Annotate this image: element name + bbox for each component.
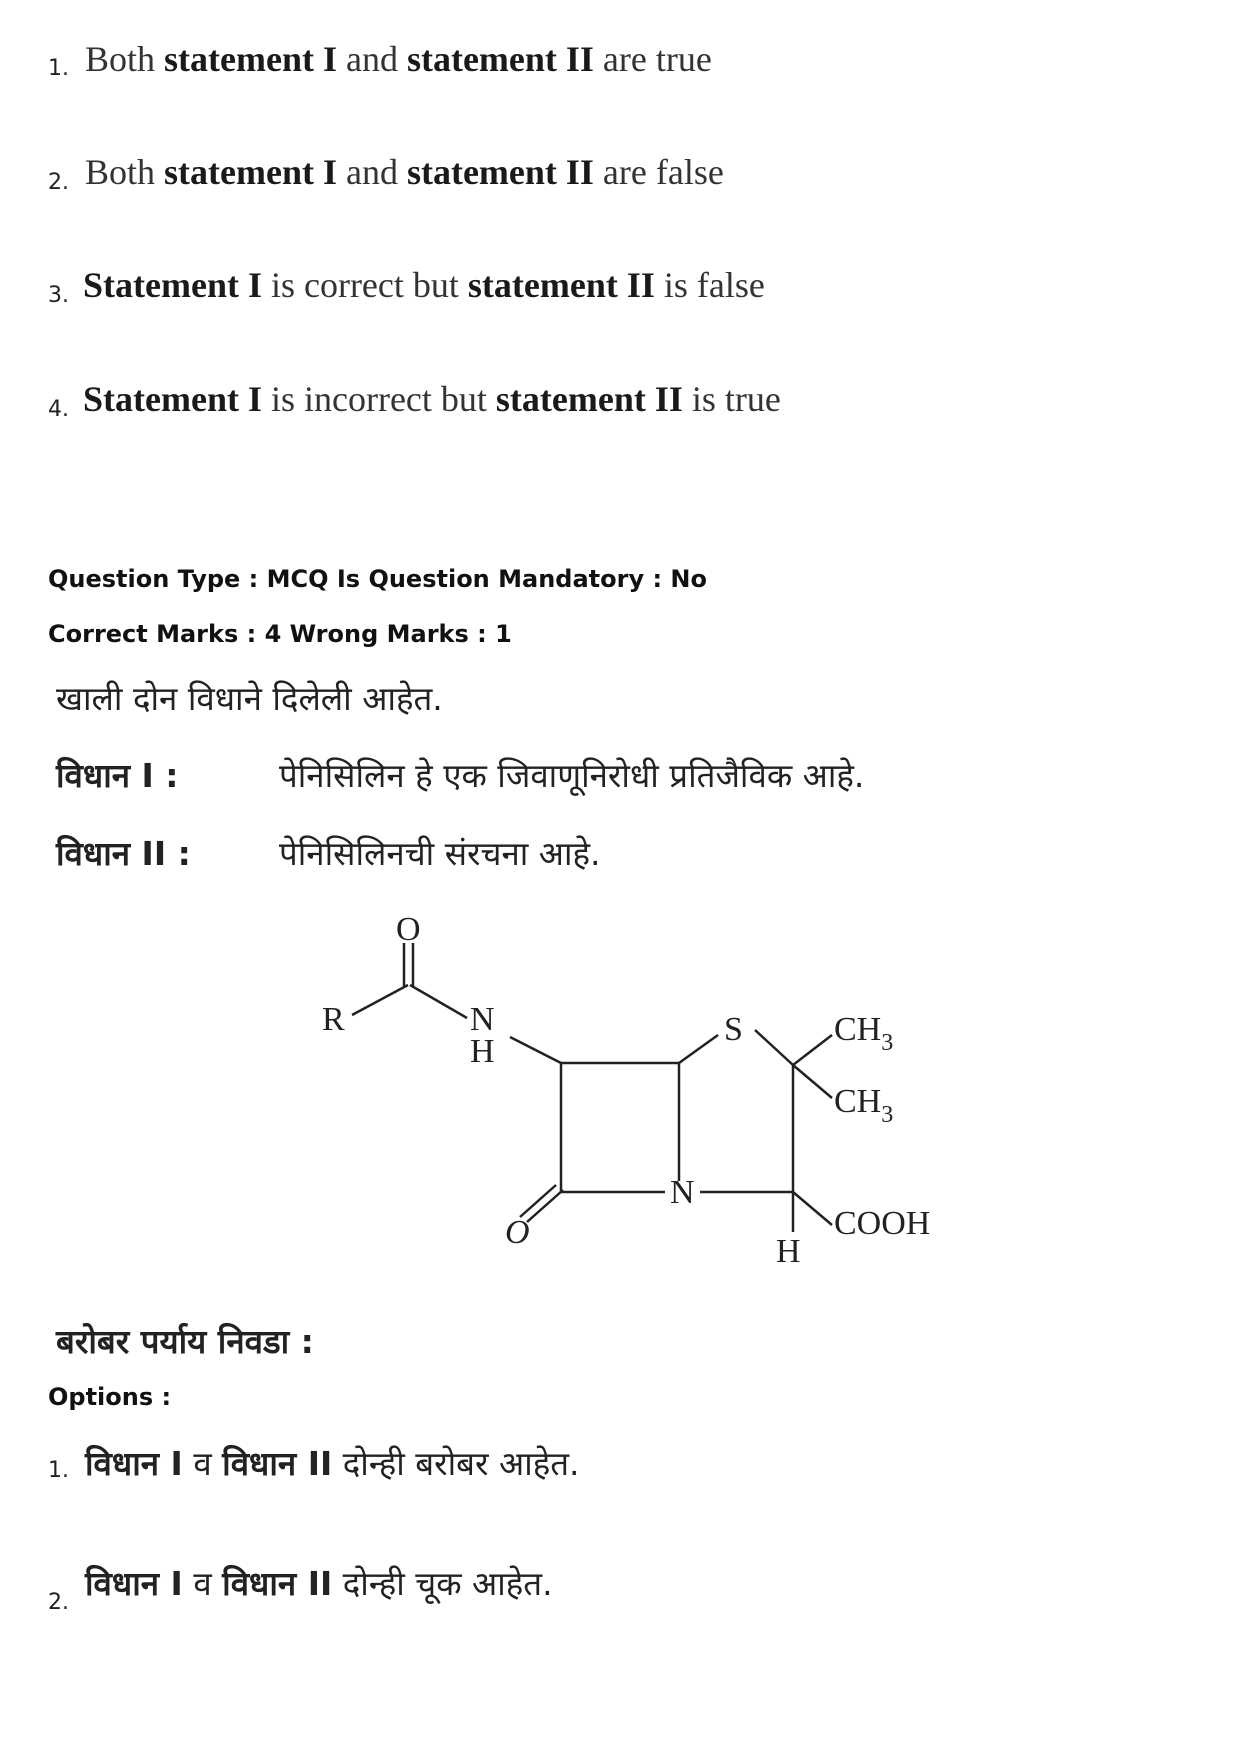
- choose-instruction: बरोबर पर्याय निवडा :: [56, 1322, 314, 1361]
- bond-lactam-co-1: [527, 1190, 563, 1222]
- bond-methyl-2: [793, 1065, 832, 1098]
- prev-option-1: Both statement I and statement II are true: [85, 39, 712, 79]
- marks-line: Correct Marks : 4 Wrong Marks : 1: [48, 620, 512, 648]
- atom-o-top: O: [396, 911, 421, 948]
- prev-option-number: 4.: [48, 397, 69, 422]
- bond-methyl-1: [793, 1035, 832, 1065]
- question-intro: खाली दोन विधाने दिलेली आहेत.: [56, 679, 443, 718]
- atom-h-amide: H: [470, 1033, 495, 1070]
- atom-o-lactam: O: [505, 1214, 530, 1251]
- statement-1-label: विधान I :: [56, 756, 179, 795]
- bond-n-ring: [510, 1037, 561, 1063]
- methyl-1: $CH_3$: [834, 1011, 894, 1056]
- bond-lactam-co-2: [520, 1185, 556, 1217]
- bond-cooh: [793, 1192, 832, 1225]
- group-cooh: COOH: [834, 1205, 931, 1242]
- structure-bonds: [352, 943, 832, 1232]
- prev-option-2: Both statement I and statement II are false: [85, 152, 724, 192]
- statement-2-label: विधान II :: [56, 834, 191, 873]
- statement-2-text: पेनिसिलिनची संरचना आहे.: [279, 834, 601, 873]
- statement-1-text: पेनिसिलिन हे एक जिवाणूनिरोधी प्रतिजैविक आहे.: [279, 756, 865, 795]
- question-type-line: Question Type : MCQ Is Question Mandatory : No: [48, 565, 707, 593]
- atom-h-bottom: H: [776, 1233, 801, 1270]
- bond-r-c: [352, 985, 408, 1015]
- prev-option-number: 3.: [48, 283, 69, 308]
- option-number: 1.: [48, 1458, 69, 1483]
- prev-option-4: Statement I is incorrect but statement II is true: [83, 379, 781, 419]
- option-1: विधान I व विधान II दोन्ही बरोबर आहेत.: [85, 1444, 580, 1483]
- prev-option-number: 1.: [48, 56, 69, 81]
- bond-c-s: [679, 1035, 718, 1063]
- bond-s-c: [755, 1030, 793, 1065]
- statement-2: [56, 830, 601, 875]
- prev-option-3: Statement I is correct but statement II is false: [83, 265, 765, 305]
- statement-1: [56, 752, 864, 797]
- prev-option-number: 2.: [48, 170, 69, 195]
- option-number: 2.: [48, 1590, 69, 1615]
- atom-r: R: [322, 1001, 345, 1038]
- methyl-2: $CH_3$: [834, 1083, 894, 1128]
- options-label: Options :: [48, 1383, 172, 1411]
- option-2: विधान I व विधान II दोन्ही चूक आहेत.: [85, 1564, 553, 1603]
- atom-s: S: [724, 1011, 743, 1048]
- atom-n-amide: N: [470, 1001, 495, 1038]
- bond-c-n: [410, 985, 467, 1018]
- atom-n-ring: N: [670, 1174, 695, 1211]
